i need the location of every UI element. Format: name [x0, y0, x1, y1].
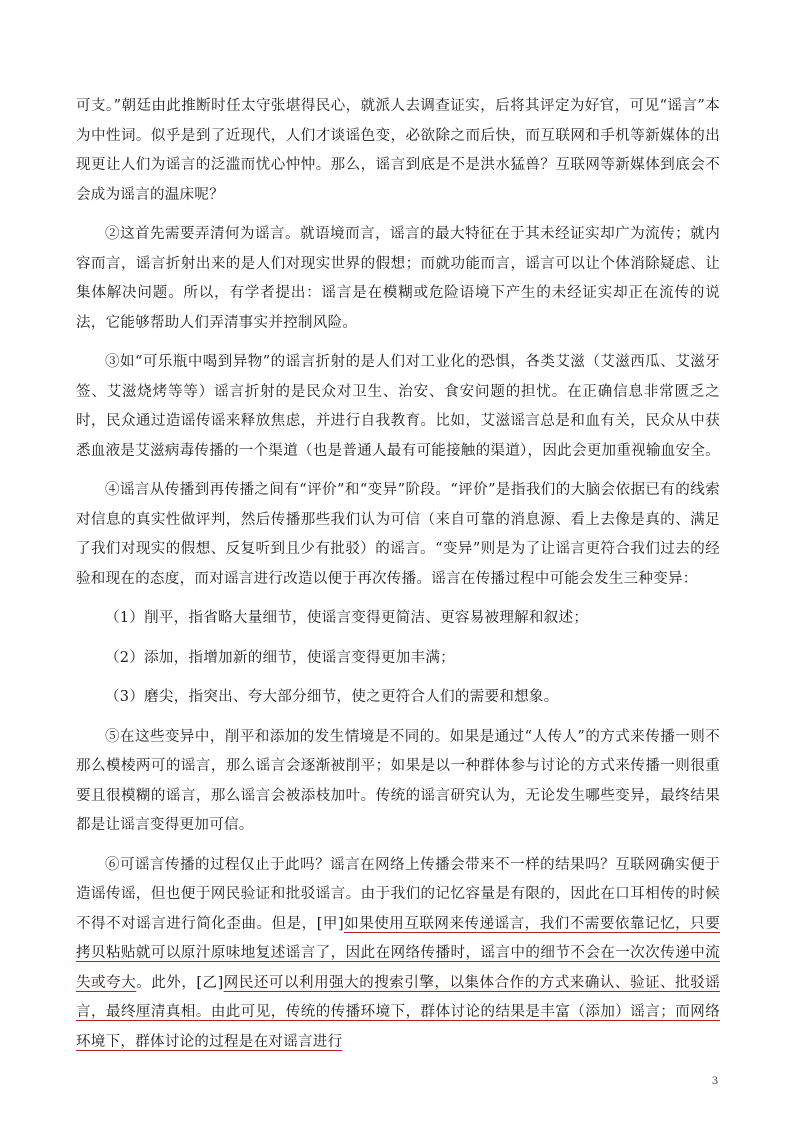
paragraph	[76, 644, 720, 674]
underlined-text: 如果使用互联网来传递谣言，我们不需要依靠记忆，只要拷贝粘贴就可以原汁原味地复述谣言了，因此在网络传播时，谣言中的细节不会在一次次传递中流失或夸大	[76, 915, 720, 991]
text-segment: （1）削平，指省略大量细节，使谣言变得更简洁、更容易被理解和叙述；	[105, 610, 589, 626]
paragraph	[76, 604, 720, 634]
text-segment: ③如“可乐瓶中喝到异物”的谣言折射的是人们对工业化的恐惧，各类艾滋（艾滋西瓜、艾滋牙签、艾滋烧烤等等）谣言折射的是民众对卫生、治安、食安问题的担忧。在正确信息非常匮乏之时，民众通过造谣传谣来释放焦虑，并进行自我教育。比如，艾滋谣言总是和血有关，民众从中获悉血液是艾滋病毒传播的一个渠道（也是普通人最有可能接触的渠道），因此会更加重视输血安全。	[76, 354, 720, 459]
text-segment: ④谣言从传播到再传播之间有“评价”和“变异”阶段。“评价”是指我们的大脑会依据已有的线索对信息的真实性做评判，然后传播那些我们认为可信（来自可靠的消息源、看上去像是真的、满足了我们对现实的假想、反复听到且少有批驳）的谣言。“变异”则是为了让谣言更符合我们过去的经验和现在的态度，而对谣言进行改造以便于再次传播。谣言在传播过程中可能会发生三种变异：	[76, 482, 720, 587]
text-segment: ②这首先需要弄清何为谣言。就语境而言，谣言的最大特征在于其未经证实却广为流传；就内容而言，谣言折射出来的是人们对现实世界的假想；而就功能而言，谣言可以让个体消除疑虑、让集体解决问题。所以，有学者提出：谣言是在模糊或危险语境下产生的未经证实却正在流传的说法，它能够帮助人们弄清事实并控制风险。	[76, 226, 720, 331]
paragraph	[76, 476, 720, 594]
paragraph	[76, 92, 720, 210]
paragraph	[76, 723, 720, 841]
article-body	[76, 92, 720, 1067]
text-segment: ⑤在这些变异中，削平和添加的发生情境是不同的。如果是通过“人传人”的方式来传播一则不那么模棱两可的谣言，那么谣言会逐渐被削平；如果是以一种群体参与讨论的方式来传播一则很重要且很模糊的谣言，那么谣言会被添枝加叶。传统的谣言研究认为，无论发生哪些变异，最终结果都是让谣言变得更加可信。	[76, 728, 720, 833]
text-segment: 可支。”朝廷由此推断时任太守张堪得民心，就派人去调查证实，后将其评定为好官，可见“谣言”本为中性词。似乎是到了近现代，人们才谈谣色变，必欲除之而后快，而互联网和手机等新媒体的出现更让人们为谣言的泛滥而忧心忡忡。那么，谣言到底是不是洪水猛兽？互联网等新媒体到底会不会成为谣言的温床呢？	[76, 98, 720, 203]
paragraph	[76, 683, 720, 713]
page-number: 3	[712, 1073, 718, 1087]
paragraph	[76, 220, 720, 338]
text-segment: （2）添加，指增加新的细节，使谣言变得更加丰满；	[105, 649, 455, 666]
paragraph	[76, 851, 720, 1058]
paragraph	[76, 348, 720, 466]
text-segment: （3）磨尖，指突出、夸大部分细节，使之更符合人们的需要和想象。	[105, 689, 559, 705]
underlined-text: 网民还可以利用强大的搜索引擎，以集体合作的方式来确认、验证、批驳谣言，最终厘清真相。由此可见，传统的传播环境下，群体讨论的结果是丰富（添加）谣言；而网络环境下，群体讨论的过程是在对谣言进行	[76, 974, 720, 1050]
text-segment: 。此外，[乙]	[136, 974, 224, 991]
text-segment: ⑥可谣言传播的过程仅止于此吗？谣言在网络上传播会带来不一样的结果吗？互联网确实便于造谣传谣，但也便于网民验证和批驳谣言。由于我们的记忆容量是有限的，因此在口耳相传的时候不得不对谣言进行简化歪曲。但是，[甲]	[76, 856, 720, 932]
